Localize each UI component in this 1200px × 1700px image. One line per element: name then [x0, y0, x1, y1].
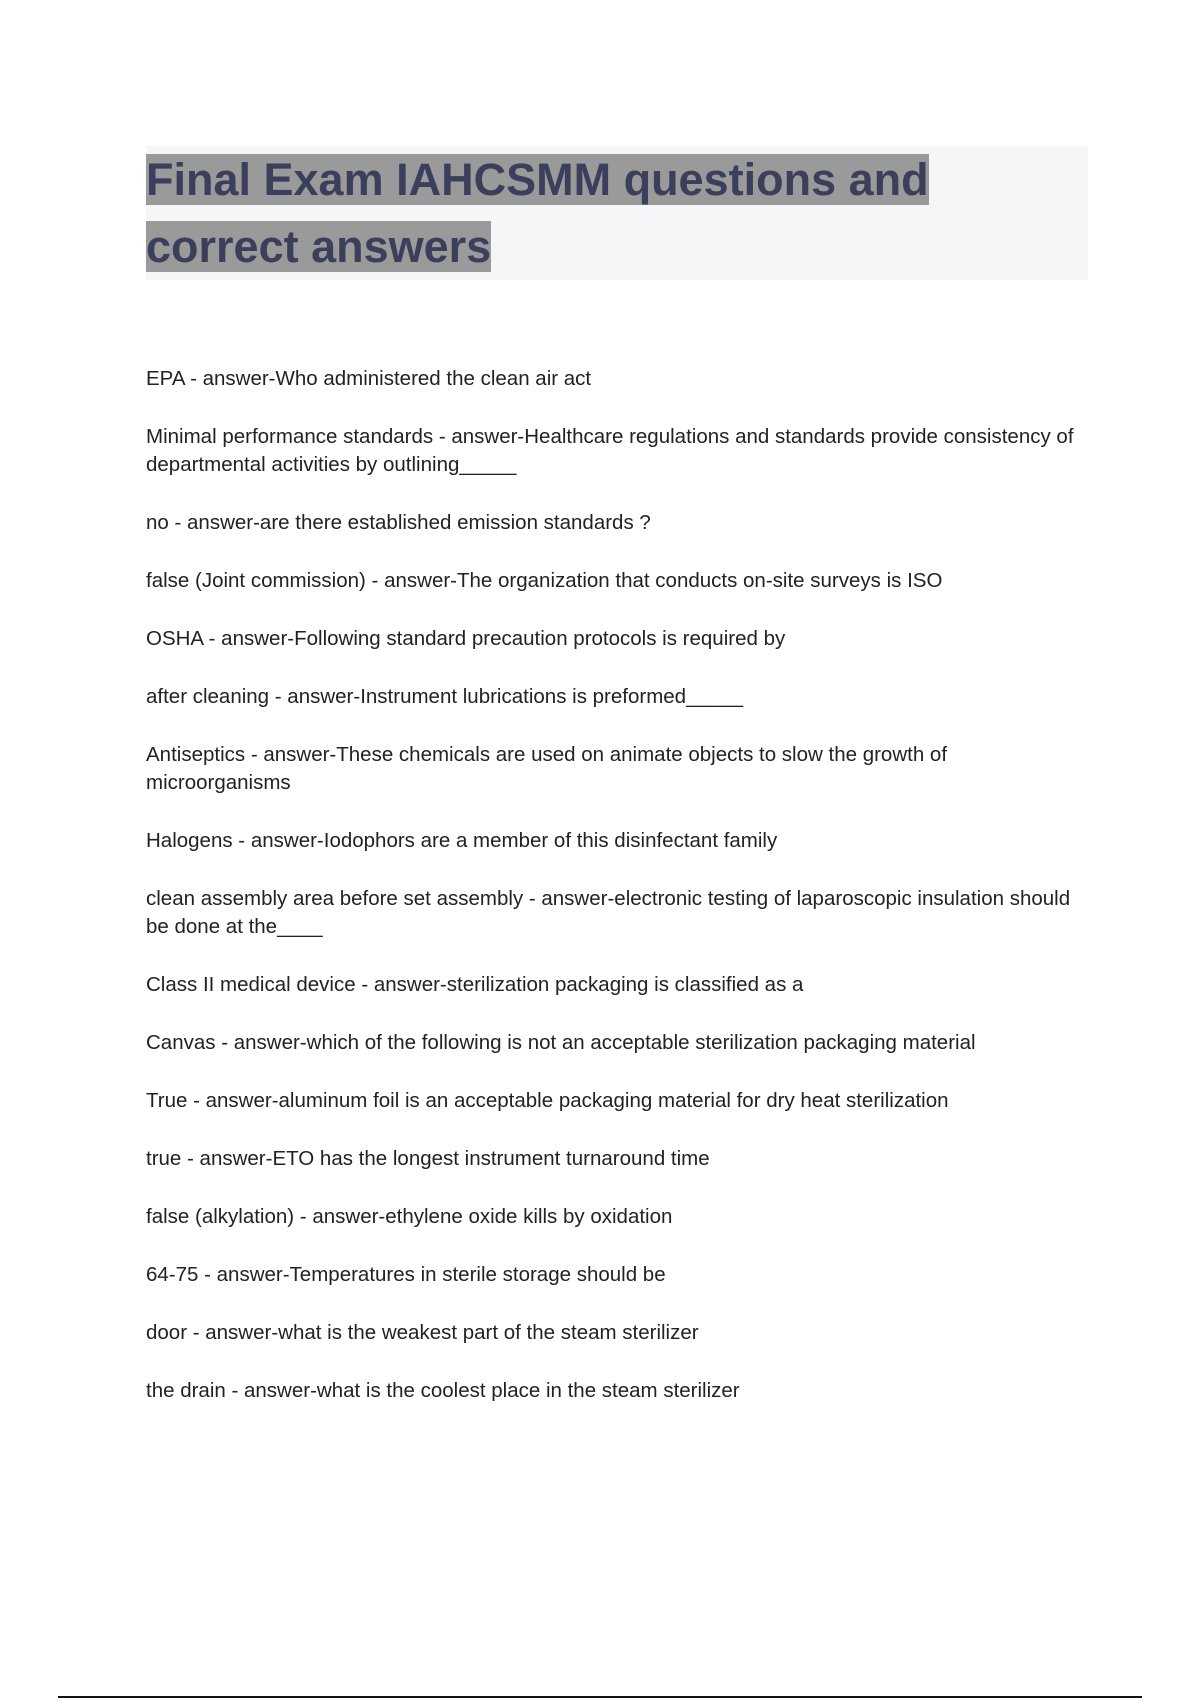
qa-item-16: door - answer-what is the weakest part of the steam sterilizer: [146, 1321, 699, 1344]
qa-list: [146, 365, 1086, 1435]
qa-item-10: Class II medical device - answer-sterilization packaging is classified as a: [146, 973, 804, 996]
qa-item-12: True - answer-aluminum foil is an acceptable packaging material for dry heat sterilization: [146, 1089, 949, 1112]
qa-item-6: after cleaning - answer-Instrument lubrications is preformed_____: [146, 685, 744, 708]
qa-item-1: EPA - answer-Who administered the clean air act: [146, 367, 592, 390]
page-title: [146, 146, 1088, 280]
qa-item-13: true - answer-ETO has the longest instrument turnaround time: [146, 1147, 710, 1170]
qa-item-8: Halogens - answer-Iodophors are a member of this disinfectant family: [146, 829, 778, 852]
qa-item-11: Canvas - answer-which of the following is not an acceptable sterilization packaging material: [146, 1031, 976, 1054]
qa-item-4: false (Joint commission) - answer-The organization that conducts on-site surveys is ISO: [146, 569, 943, 592]
qa-item-14: false (alkylation) - answer-ethylene oxide kills by oxidation: [146, 1205, 673, 1228]
footer-divider: [58, 1696, 1142, 1698]
page-title-text: Final Exam IAHCSMM questions and correct answers: [146, 154, 929, 272]
qa-item-15: 64-75 - answer-Temperatures in sterile storage should be: [146, 1263, 666, 1286]
qa-item-5: OSHA - answer-Following standard precaution protocols is required by: [146, 627, 786, 650]
qa-item-7: Antiseptics - answer-These chemicals are used on animate objects to slow the growth of microorganisms: [146, 743, 948, 794]
title-block: [146, 146, 1088, 280]
qa-item-17: the drain - answer-what is the coolest place in the steam sterilizer: [146, 1379, 740, 1402]
qa-item-3: no - answer-are there established emission standards ?: [146, 511, 651, 534]
qa-item-2: Minimal performance standards - answer-Healthcare regulations and standards provide consistency of departmental activities by outlining_____: [146, 425, 1074, 476]
qa-item-9: clean assembly area before set assembly - answer-electronic testing of laparoscopic insulation should be done at the____: [146, 887, 1071, 938]
